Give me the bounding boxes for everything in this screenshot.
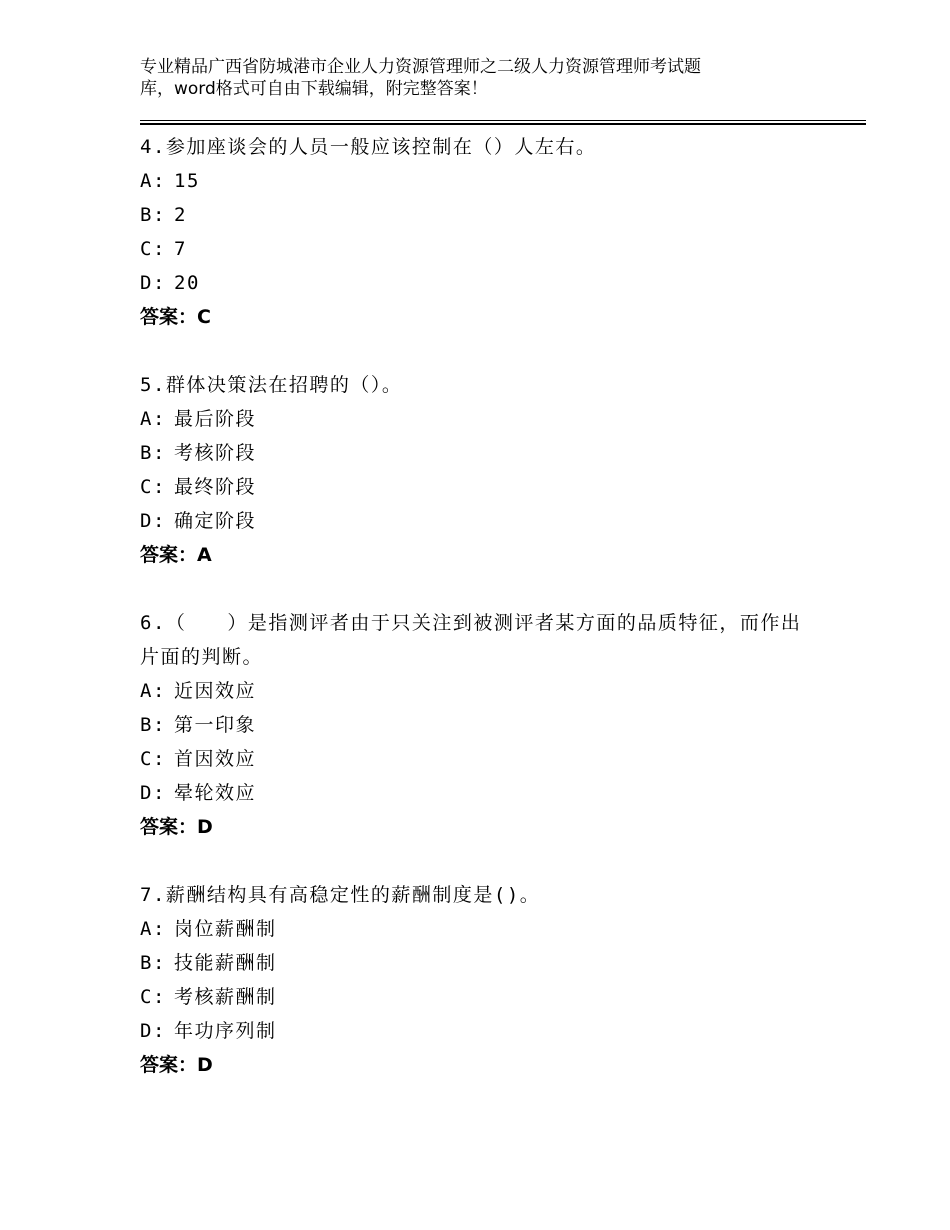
document-header (140, 56, 800, 100)
option-text: 7 (174, 238, 187, 260)
option-key: C: (140, 238, 166, 260)
option-c (140, 980, 860, 1014)
option-d (140, 266, 860, 300)
option-c (140, 470, 860, 504)
option-text: 确定阶段 (174, 510, 257, 532)
option-key: A: (140, 680, 166, 702)
question-stem: 5.群体决策法在招聘的（）。 (140, 374, 403, 396)
answer-line: 答案：A (140, 544, 212, 566)
option-a (140, 164, 860, 198)
option-text: 第一印象 (174, 714, 257, 736)
header-title-line-1: 专业精品广西省防城港市企业人力资源管理师之二级人力资源管理师考试题 (140, 57, 701, 77)
option-key: C: (140, 476, 166, 498)
option-key: D: (140, 510, 166, 532)
option-text: 年功序列制 (174, 1020, 277, 1042)
option-text: 考核阶段 (174, 442, 257, 464)
question-stem: 7.薪酬结构具有高稳定性的薪酬制度是()。 (140, 884, 541, 906)
option-text: 最终阶段 (174, 476, 257, 498)
option-text: 15 (174, 170, 200, 192)
option-key: B: (140, 442, 166, 464)
question-stem: 6.（ ）是指测评者由于只关注到被测评者某方面的品质特征，而作出片面的判断。 (140, 612, 802, 668)
option-key: A: (140, 918, 166, 940)
option-text: 首因效应 (174, 748, 257, 770)
option-key: C: (140, 986, 166, 1008)
option-key: A: (140, 408, 166, 430)
option-b (140, 198, 860, 232)
question-item (140, 878, 860, 1082)
option-text: 20 (174, 272, 200, 294)
question-item (140, 130, 860, 334)
option-key: A: (140, 170, 166, 192)
option-key: D: (140, 1020, 166, 1042)
option-key: B: (140, 952, 166, 974)
option-text: 最后阶段 (174, 408, 257, 430)
option-key: C: (140, 748, 166, 770)
option-d (140, 776, 860, 810)
option-text: 近因效应 (174, 680, 257, 702)
option-key: B: (140, 204, 166, 226)
option-a (140, 402, 860, 436)
option-c (140, 232, 860, 266)
option-text: 晕轮效应 (174, 782, 257, 804)
answer-line: 答案：C (140, 306, 211, 328)
header-divider-thin (140, 120, 866, 121)
option-key: D: (140, 782, 166, 804)
option-b (140, 708, 860, 742)
answer-line: 答案：D (140, 1054, 213, 1076)
option-b (140, 946, 860, 980)
option-key: D: (140, 272, 166, 294)
option-a (140, 912, 860, 946)
question-item (140, 606, 860, 844)
question-list (140, 130, 860, 1116)
option-b (140, 436, 860, 470)
option-d (140, 504, 860, 538)
header-title-line-2: 库，word格式可自由下载编辑，附完整答案！ (140, 79, 488, 99)
header-divider-thick (140, 123, 866, 125)
answer-line: 答案：D (140, 816, 213, 838)
option-text: 考核薪酬制 (174, 986, 277, 1008)
option-a (140, 674, 860, 708)
option-text: 岗位薪酬制 (174, 918, 277, 940)
option-text: 技能薪酬制 (174, 952, 277, 974)
option-text: 2 (174, 204, 187, 226)
option-d (140, 1014, 860, 1048)
option-c (140, 742, 860, 776)
question-stem: 4.参加座谈会的人员一般应该控制在（）人左右。 (140, 136, 597, 158)
question-item (140, 368, 860, 572)
option-key: B: (140, 714, 166, 736)
